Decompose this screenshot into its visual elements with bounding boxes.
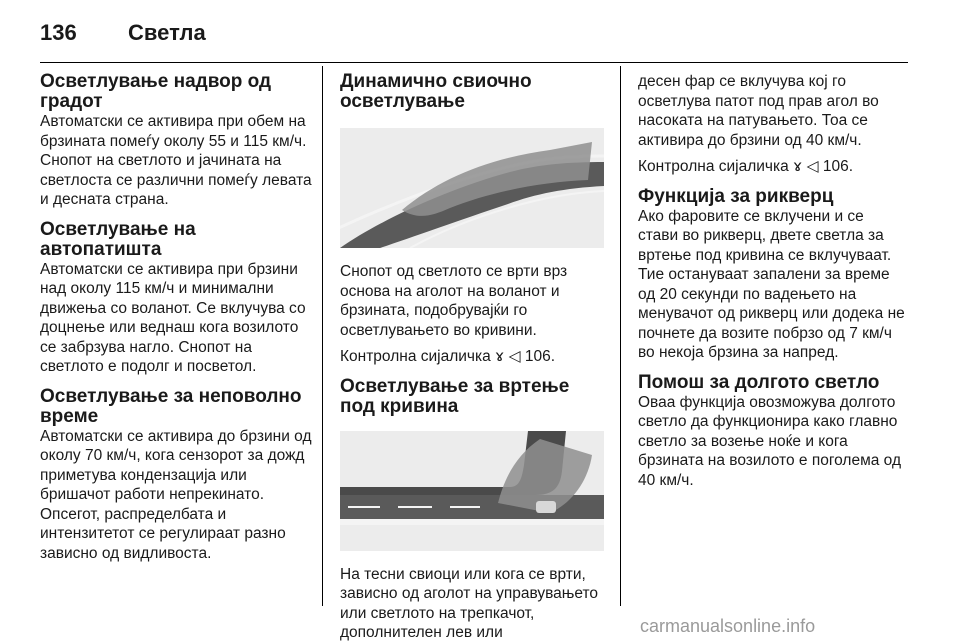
heading-cornering-light: Осветлување за вртење под кривина — [340, 375, 570, 417]
cornering-light-illustration — [340, 431, 604, 551]
paragraph-reverse-function: Ако фаровите се вклучени и се стави во рикверц, двете светла за вртење под кривина се вклучуваат. Тие остануваат запалени за време од 20 секунди по вадењето на менувачот од рикверц или додека не почнете да возите побрзо од 7 км/ч во некоја брзина за напред. — [638, 207, 905, 361]
curve-lighting-illustration — [340, 128, 604, 248]
page-reference-number: 106. — [822, 158, 853, 175]
page-number: 136 — [40, 20, 77, 45]
control-lamp-label: Контролна сијаличка — [340, 348, 491, 365]
header-rule — [40, 62, 908, 63]
page-reference-arrow-icon: ◁ — [508, 347, 521, 365]
cornering-beam-drawing — [340, 431, 604, 551]
column-divider-1 — [322, 66, 323, 606]
paragraph-cornering-light-cont: десен фар се вклучува кој го осветлува патот под прав агол во насоката на патувањето. Тоа се активира до брзини од 40 км/ч. — [638, 73, 879, 149]
curve-beam-drawing — [340, 128, 604, 248]
paragraph-outside-town: Автоматски се активира при обем на брзината помеѓу околу 55 и 115 км/ч. Снопот на светлото и јачината на светлоста се различни помеѓу левата и десната страна. — [40, 113, 312, 208]
heading-bad-weather: Осветлување за неповолно време — [40, 385, 302, 427]
heading-motorway: Осветлување на автопатишта — [40, 218, 196, 260]
paragraph-cornering-light: На тесни свиоци или кога се врти, зависно од аголот на управувањето или светлото на трепкачот, дополнителен лев или — [340, 565, 599, 641]
page-reference-arrow-icon: ◁ — [806, 157, 819, 175]
page-reference-number: 106. — [524, 348, 555, 365]
paragraph-high-beam-assist: Оваа функција овозможува долгото светло да функционира како главно светло за возење ноќе и кога брзината на возилото е поголема од 40 км/ч. — [638, 393, 901, 489]
paragraph-dynamic-curve-lighting: Снопот од светлото се врти врз основа на аголот на воланот и брзината, подобрувајќи го осветлувањето во кривини. — [340, 263, 568, 339]
column-divider-2 — [620, 66, 621, 606]
heading-dynamic-curve-lighting: Динамично свиочно осветлување — [340, 71, 532, 112]
column-1 — [40, 72, 312, 563]
watermark: carmanualsonline.info — [640, 616, 816, 636]
paragraph-bad-weather: Автоматски се активира до брзини од околу 70 км/ч, кога сензорот за дожд приметува кондензација или бришачот работи непрекинато. Опсегот, распределбата и интензитетот се регулираат разно зависно од видливоста. — [40, 427, 312, 562]
paragraph-motorway: Автоматски се активира при брзини над околу 115 км/ч и минимални движења со воланот. Се вклучува со доцнење или веднаш кога возилото се забрзува нагло. Снопот на светлото е подолг и посветол. — [40, 260, 306, 375]
heading-high-beam-assist: Помош за долгото светло — [638, 371, 880, 393]
section-title: Светла — [128, 20, 206, 45]
heading-reverse-function: Функција за рикверц — [638, 185, 834, 207]
headlamp-indicator-icon: ɤ — [495, 347, 505, 365]
page-header — [40, 14, 920, 54]
control-lamp-label: Контролна сијаличка — [638, 158, 789, 175]
control-lamp-reference-2 — [638, 157, 908, 177]
column-2 — [340, 72, 604, 643]
headlamp-indicator-icon: ɤ — [793, 157, 803, 175]
column-3 — [638, 72, 908, 490]
heading-outside-town: Осветлување надвор од градот — [40, 71, 272, 112]
control-lamp-reference-1 — [340, 347, 604, 367]
